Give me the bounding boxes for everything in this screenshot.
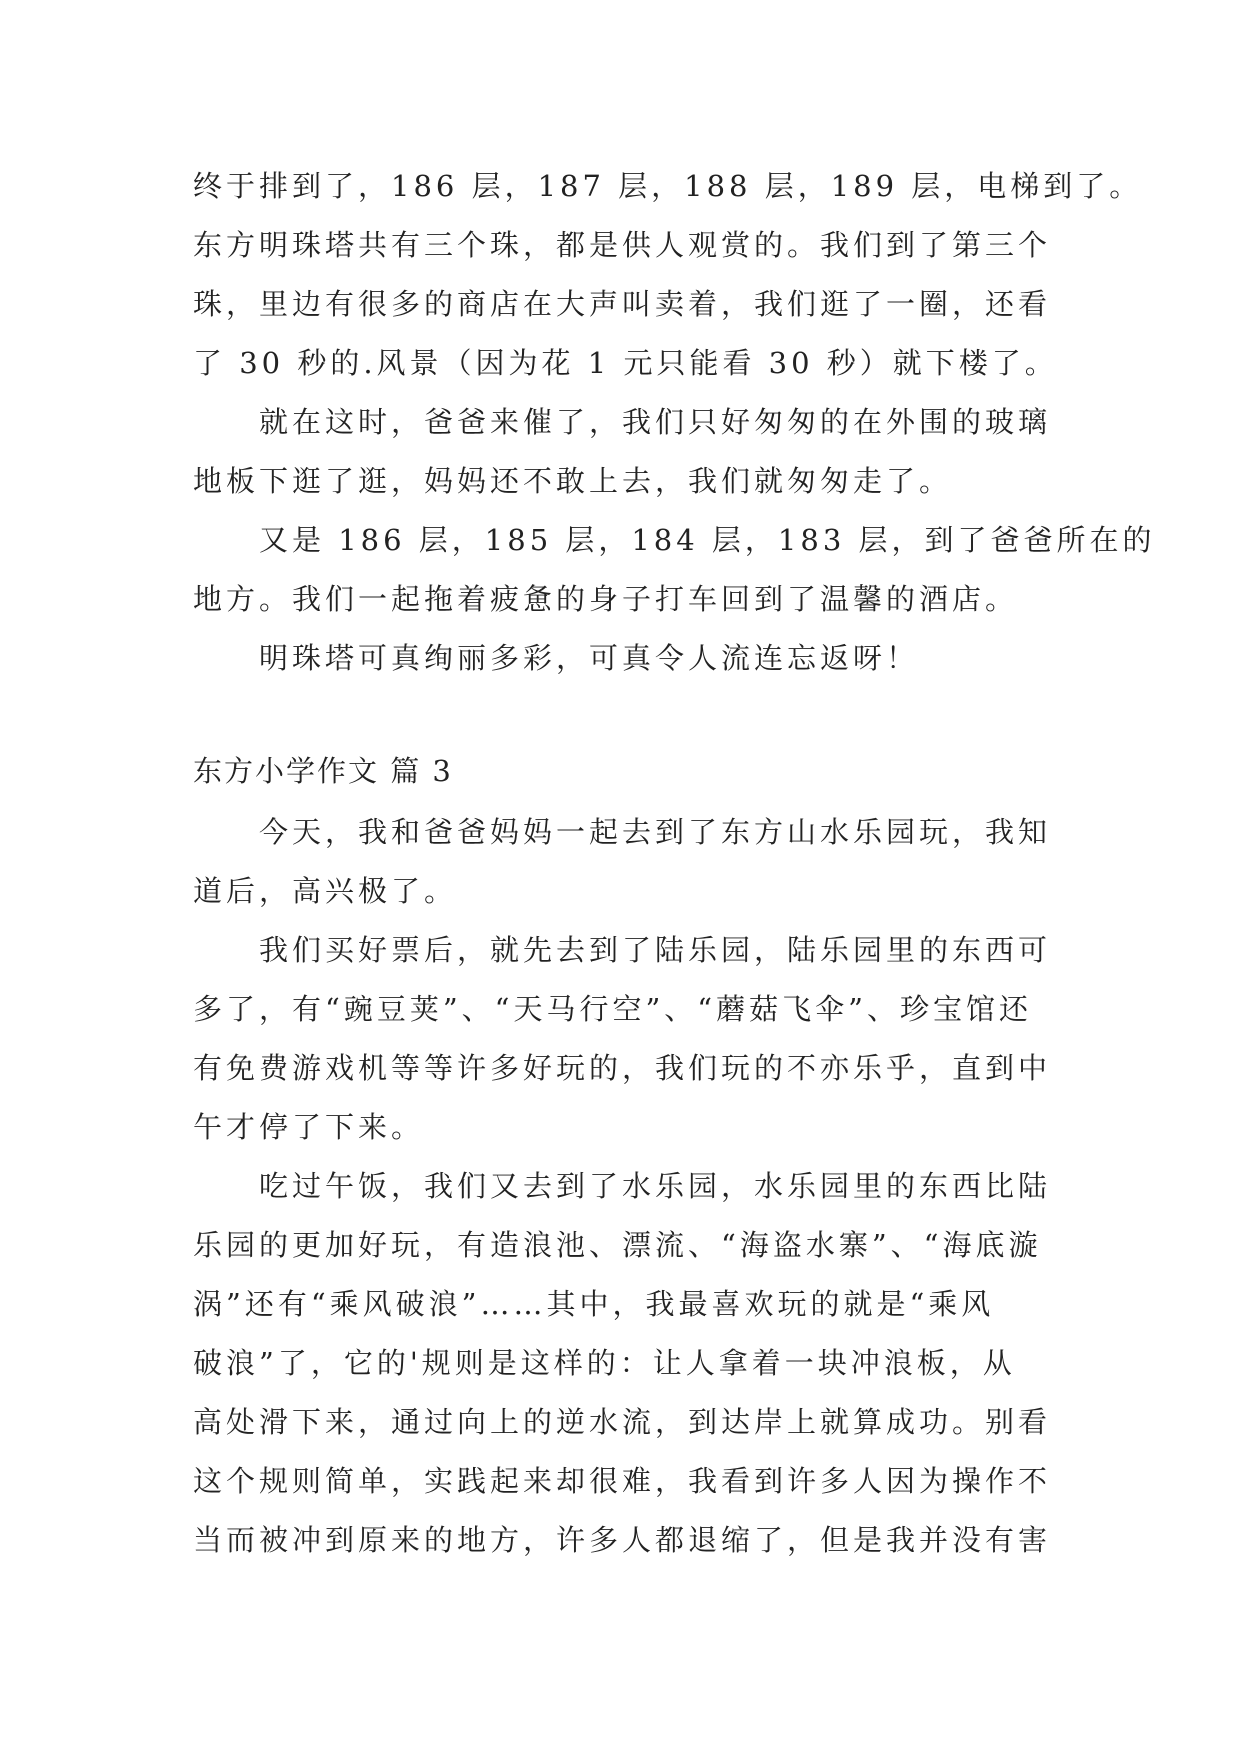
- text-line: 道后，高兴极了。: [193, 874, 458, 908]
- text-line: 午才停了下来。: [193, 1110, 425, 1144]
- text-line: 当而被冲到原来的地方，许多人都退缩了，但是我并没有害: [193, 1523, 1052, 1557]
- essay-heading: 东方小学作文 篇 3: [193, 754, 453, 788]
- text-line: 了 30 秒的.风景（因为花 1 元只能看 30 秒）就下楼了。: [193, 346, 1058, 380]
- text-line: 终于排到了，186 层，187 层，188 层，189 层，电梯到了。: [193, 169, 1143, 203]
- text-line: 就在这时，爸爸来催了，我们只好匆匆的在外围的玻璃: [259, 405, 1052, 439]
- text-line: 有免费游戏机等等许多好玩的，我们玩的不亦乐乎，直到中: [193, 1051, 1052, 1085]
- essay-section-3: [193, 803, 1073, 1570]
- text-line: 地方。我们一起拖着疲惫的身子打车回到了温馨的酒店。: [193, 582, 1019, 616]
- text-line: 涡”还有“乘风破浪”……其中，我最喜欢玩的就是“乘风: [193, 1287, 995, 1321]
- text-line: 高处滑下来，通过向上的逆水流，到达岸上就算成功。别看: [193, 1405, 1052, 1439]
- text-line: 我们买好票后，就先去到了陆乐园，陆乐园里的东西可: [259, 933, 1052, 967]
- text-line: 破浪”了，它的'规则是这样的：让人拿着一块冲浪板，从: [193, 1346, 1016, 1380]
- text-line: 地板下逛了逛，妈妈还不敢上去，我们就匆匆走了。: [193, 464, 953, 498]
- text-line: 明珠塔可真绚丽多彩，可真令人流连忘返呀！: [259, 641, 920, 675]
- text-line: 乐园的更加好玩，有造浪池、漂流、“海盗水寨”、“海底漩: [193, 1228, 1042, 1262]
- essay-section-previous: [193, 157, 1156, 688]
- text-line: 又是 186 层，185 层，184 层，183 层，到了爸爸所在的: [259, 523, 1156, 557]
- text-line: 今天，我和爸爸妈妈一起去到了东方山水乐园玩，我知: [259, 815, 1052, 849]
- text-line: 多了，有“豌豆荚”、“天马行空”、“蘑菇飞伞”、珍宝馆还: [193, 992, 1032, 1026]
- text-line: 这个规则简单，实践起来却很难，我看到许多人因为操作不: [193, 1464, 1052, 1498]
- text-line: 珠，里边有很多的商店在大声叫卖着，我们逛了一圈，还看: [193, 287, 1052, 321]
- text-line: 东方明珠塔共有三个珠，都是供人观赏的。我们到了第三个: [193, 228, 1052, 262]
- text-line: 吃过午饭，我们又去到了水乐园，水乐园里的东西比陆: [259, 1169, 1052, 1203]
